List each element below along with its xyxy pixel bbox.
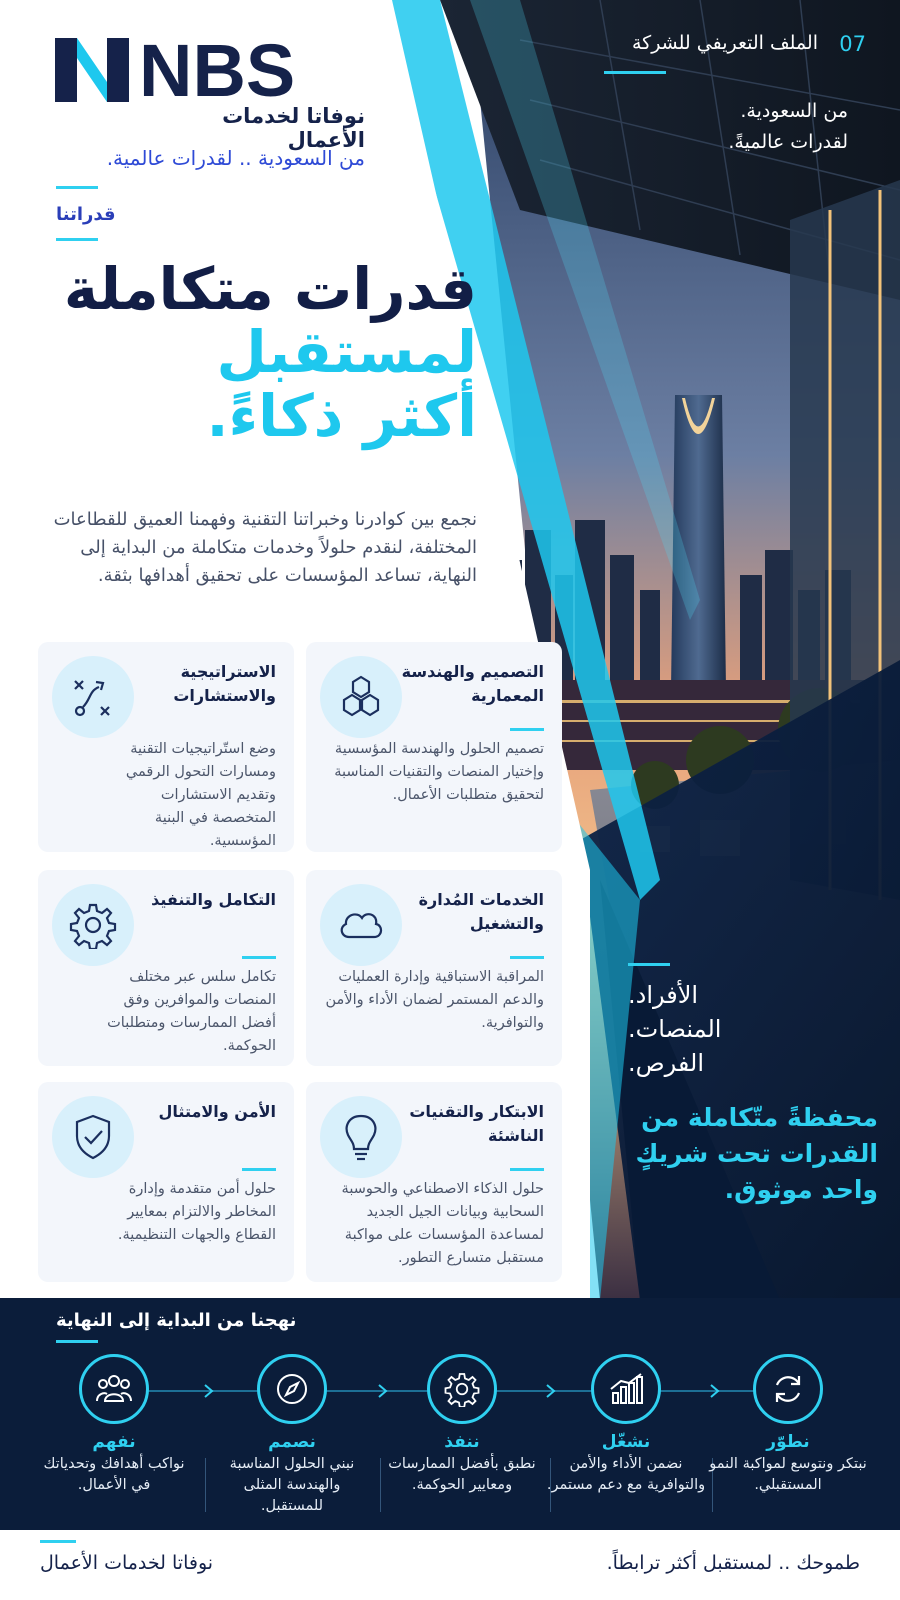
step-name: ننفذ bbox=[444, 1432, 480, 1452]
value-item: المنصات. bbox=[628, 1015, 722, 1043]
promise-statement: محفظةً متّكاملة من القدرات تحت شريكٍ واحد موثوق. bbox=[635, 1103, 878, 1204]
value-item: الفرص. bbox=[628, 1049, 705, 1077]
value-item: الأفراد. bbox=[628, 981, 699, 1009]
service-title: الابتكار والتقنيات الناشئة bbox=[409, 1102, 544, 1145]
journey-step bbox=[34, 1354, 194, 1496]
service-card bbox=[38, 870, 294, 1066]
brand-subtitle: من السعودية .. لقدرات عالمية. bbox=[106, 146, 365, 170]
journey-step bbox=[708, 1354, 868, 1496]
page-number: 07 bbox=[839, 32, 866, 56]
journey-step bbox=[212, 1354, 372, 1517]
header-tagline-line2: لقدرات عالميةً. bbox=[728, 131, 848, 153]
accent-line bbox=[56, 238, 98, 241]
journey-title: نهجنا من البداية إلى النهاية bbox=[56, 1310, 297, 1331]
header-accent-line bbox=[604, 71, 666, 74]
gear-icon bbox=[427, 1354, 497, 1424]
nbs-logo-mark-icon bbox=[55, 30, 365, 110]
service-card bbox=[306, 642, 562, 852]
accent-line bbox=[242, 956, 276, 959]
step-name: نصمم bbox=[268, 1432, 316, 1452]
service-description: تكامل سلس عبر مختلف المنصات والموافرين وفق أفضل الممارسات ومتطلبات الحوكمة. bbox=[107, 969, 276, 1054]
accent-line bbox=[510, 956, 544, 959]
step-description: نضمن الأداء والأمن والتوافرية مع دعم مستمر. bbox=[546, 1456, 706, 1493]
main-heading bbox=[52, 255, 477, 450]
divider bbox=[380, 1458, 381, 1512]
header-tagline bbox=[628, 96, 848, 158]
step-description: نبتكر ونتوسع لمواكبة النمو المستقبلي. bbox=[709, 1456, 867, 1493]
service-description: وضع استّراتيجيات التقنية ومسارات التحول الرقمي وتقديم الاستشارات المتخصصة في البنية المؤسسية. bbox=[125, 741, 276, 849]
step-description: نبني الحلول المناسبة والهندسة المثلى للمستقبل. bbox=[229, 1456, 355, 1514]
intro-paragraph: نجمع بين كوادرنا وخبراتنا التقنية وفهمنا العميق للقطاعات المختلفة، لنقدم حلولاً وخدمات متكاملة من البداية إلى النهاية، تساعد المؤسسات على تحقيق أهدافها بثقة. bbox=[53, 509, 477, 586]
service-card bbox=[306, 870, 562, 1066]
refresh-icon bbox=[753, 1354, 823, 1424]
step-description: نطبق بأفضل الممارسات ومعايير الحوكمة. bbox=[388, 1456, 536, 1493]
heading-line2: لمستقبل bbox=[216, 318, 477, 386]
service-card bbox=[38, 642, 294, 852]
journey-section bbox=[0, 1298, 900, 1530]
heading-line1: قدرات متكاملة bbox=[63, 255, 477, 323]
accent-line bbox=[242, 1168, 276, 1171]
accent-line bbox=[628, 963, 670, 966]
accent-line bbox=[40, 1540, 76, 1543]
service-title: الأمن والامتثال bbox=[158, 1102, 276, 1121]
service-description: حلول أمن متقدمة وإدارة المخاطر والالتزام بمعايير القطاع والجهات التنظيمية. bbox=[117, 1181, 276, 1243]
footer-company: نوفاتا لخدمات الأعمال bbox=[40, 1552, 214, 1574]
service-title: الخدمات المُدارة والتشغيل bbox=[418, 890, 544, 933]
section-kicker: قدراتنا bbox=[56, 204, 116, 225]
service-description: حلول الذكاء الاصطناعي والحوسبة السحابية وبيانات الجيل الجديد لمساعدة المؤسسات على مواكبة مستقبل متسارع التطور. bbox=[341, 1181, 544, 1266]
service-description: تصميم الحلول والهندسة المؤسسية وإختيار المنصات والتقنيات المناسبة لتحقيق متطلبات الأعمال. bbox=[334, 741, 544, 803]
accent-line bbox=[56, 1340, 98, 1343]
header-tagline-line1: من السعودية. bbox=[740, 100, 848, 122]
divider bbox=[205, 1458, 206, 1512]
accent-line bbox=[510, 1168, 544, 1171]
journey-step bbox=[382, 1354, 542, 1496]
people-icon bbox=[79, 1354, 149, 1424]
service-card bbox=[38, 1082, 294, 1282]
service-title: التصميم والهندسة المعمارية bbox=[401, 662, 544, 705]
step-name: نطوّر bbox=[766, 1432, 810, 1452]
values-list bbox=[628, 978, 828, 1080]
footer-slogan: طموحك .. لمستقبل أكثر ترابطاً. bbox=[606, 1552, 860, 1574]
service-description: المراقبة الاستباقية وإدارة العمليات والدعم المستمر لضمان الأداء والأمن والتوافرية. bbox=[325, 969, 544, 1031]
journey-step bbox=[546, 1354, 706, 1496]
logo-tagline: نوفاتا لخدمات الأعمال bbox=[222, 104, 365, 152]
step-description: نواكب أهدافك وتحدياتك في الأعمال. bbox=[43, 1456, 185, 1493]
accent-line bbox=[56, 186, 98, 189]
document-title: الملف التعريفي للشركة bbox=[631, 32, 818, 54]
service-card bbox=[306, 1082, 562, 1282]
service-title: التكامل والتنفيذ bbox=[151, 890, 276, 909]
chart-icon bbox=[591, 1354, 661, 1424]
service-title: الاستراتيجية والاستشارات bbox=[173, 662, 276, 705]
logo-text: NBS bbox=[139, 30, 296, 110]
compass-icon bbox=[257, 1354, 327, 1424]
accent-line bbox=[510, 728, 544, 731]
heading-line3: أكثر ذكاءً. bbox=[206, 382, 477, 450]
step-name: نشغّل bbox=[601, 1432, 651, 1452]
step-name: نفهم bbox=[92, 1432, 136, 1452]
